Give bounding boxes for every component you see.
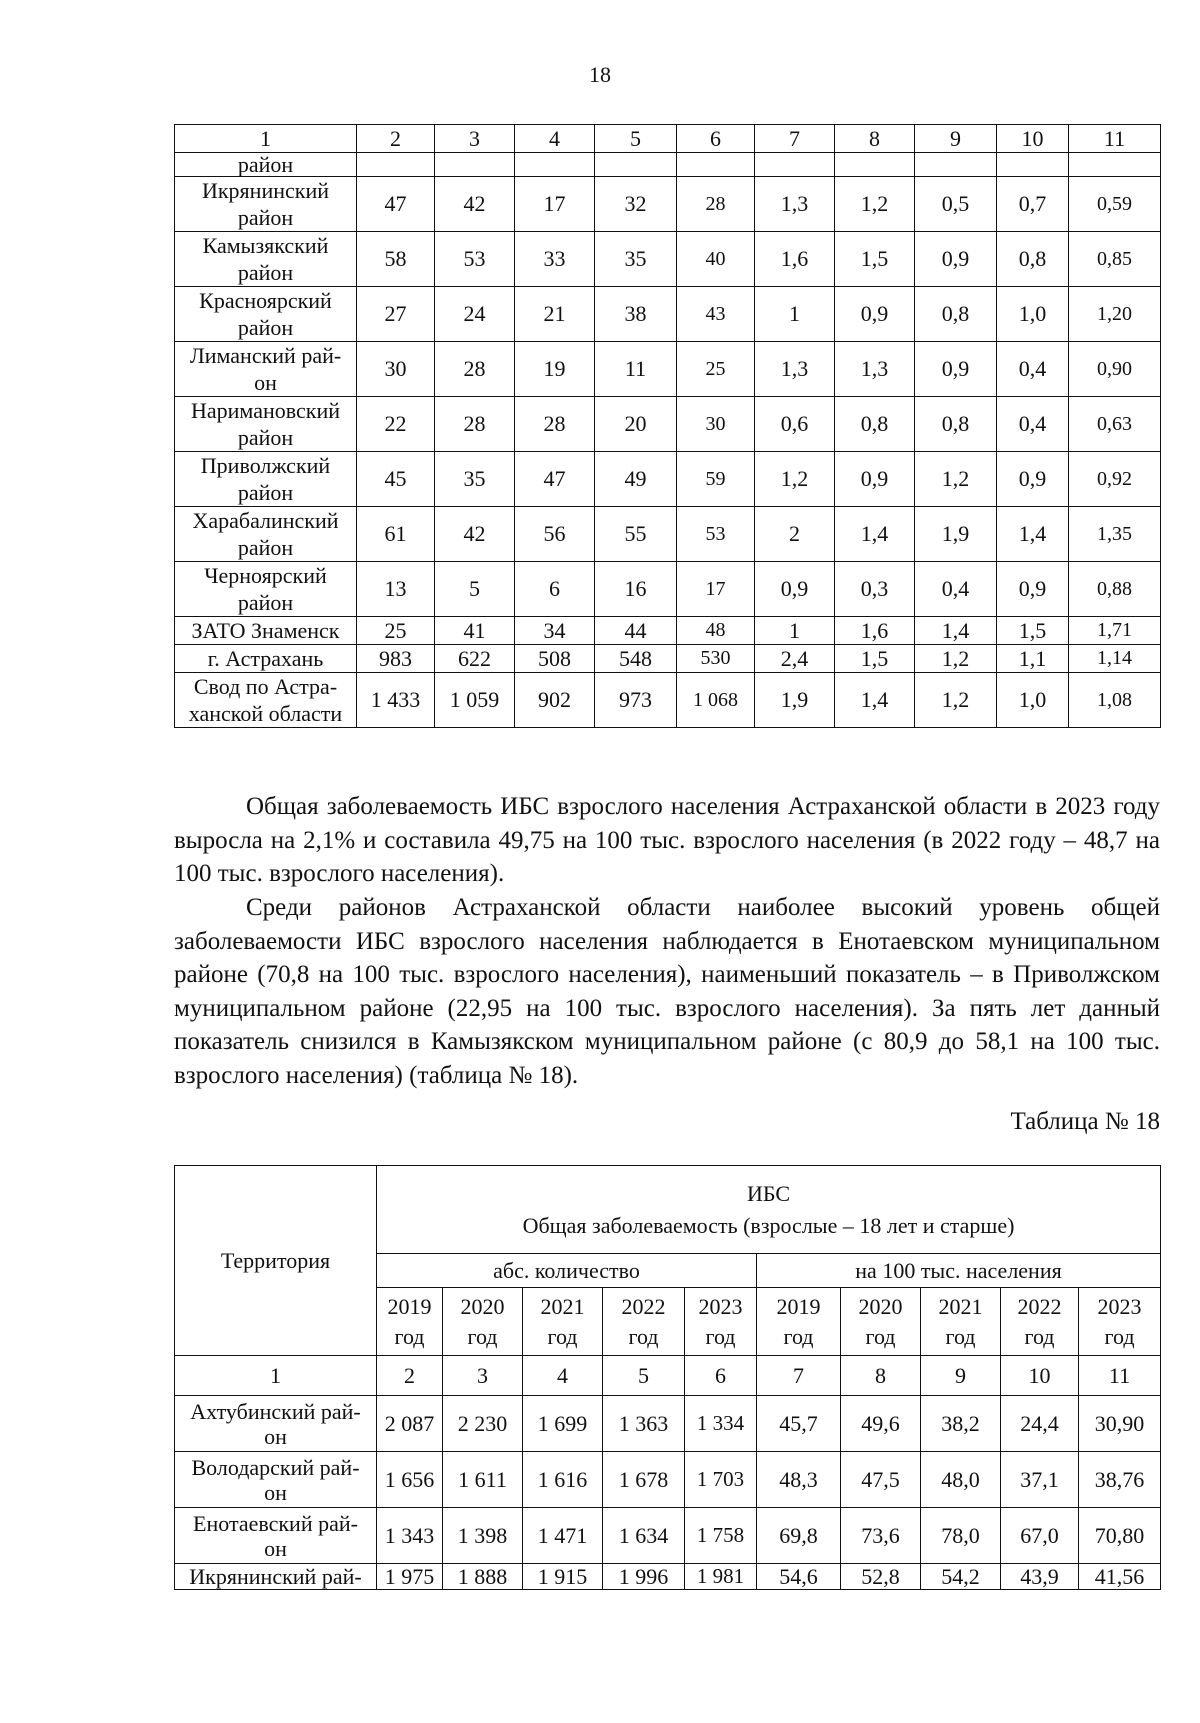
value-cell: 1,3 <box>755 177 835 232</box>
value-cell: 28 <box>677 177 755 232</box>
value-cell: 1 334 <box>685 1396 757 1452</box>
index-cell: 3 <box>435 125 515 153</box>
value-cell: 548 <box>595 645 677 673</box>
value-cell: 52,8 <box>841 1564 921 1590</box>
value-cell: 1 656 <box>377 1452 443 1508</box>
year-header <box>757 1288 841 1356</box>
value-cell: 47 <box>515 452 595 507</box>
group-per100k-header: на 100 тыс. населения <box>757 1254 1161 1288</box>
value-cell: 0,9 <box>915 232 997 287</box>
value-cell: 0,92 <box>1069 452 1161 507</box>
value-cell: 0,8 <box>915 287 997 342</box>
row-label-line: Красноярский <box>199 288 332 313</box>
value-cell: 1 915 <box>523 1564 603 1590</box>
value-cell: 1 699 <box>523 1396 603 1452</box>
value-cell: 0,4 <box>997 397 1069 452</box>
row-label-line: ханской области <box>188 701 343 726</box>
value-cell: 28 <box>435 342 515 397</box>
empty-cell <box>755 153 835 177</box>
value-cell: 1,5 <box>997 617 1069 645</box>
table-row <box>175 1396 1161 1452</box>
row-label-line: район <box>237 260 294 285</box>
value-cell: 41 <box>435 617 515 645</box>
row-label <box>175 397 357 452</box>
year-header <box>685 1288 757 1356</box>
value-cell: 35 <box>435 452 515 507</box>
value-cell: 1,5 <box>835 232 915 287</box>
value-cell: 530 <box>677 645 755 673</box>
year-unit: год <box>783 1323 814 1349</box>
value-cell: 0,59 <box>1069 177 1161 232</box>
index-cell: 1 <box>175 125 357 153</box>
value-cell: 1,3 <box>755 342 835 397</box>
value-cell: 1,4 <box>997 507 1069 562</box>
row-label-line: Володарский рай- <box>191 1454 360 1480</box>
value-cell: 1,6 <box>755 232 835 287</box>
table-index-row <box>175 125 1161 153</box>
value-cell: 2,4 <box>755 645 835 673</box>
row-label-line: он <box>264 1423 287 1449</box>
value-cell: 67,0 <box>1001 1508 1079 1564</box>
value-cell: 24 <box>435 287 515 342</box>
value-cell: 1,4 <box>915 617 997 645</box>
index-cell: 6 <box>677 125 755 153</box>
value-cell: 1,3 <box>835 342 915 397</box>
table-row <box>175 1452 1161 1508</box>
value-cell: 1 758 <box>685 1508 757 1564</box>
table-row <box>175 232 1161 287</box>
value-cell: 0,85 <box>1069 232 1161 287</box>
value-cell: 48,0 <box>921 1452 1001 1508</box>
paragraph-2: Среди районов Астраханской области наиболее высокий уровень общей заболеваемости ИБС взрослого населения наблюдается в Енотаевском муниципальном районе (70,8 на 100 тыс. взрослого населения), наименьший показатель – в Приволжском муниципальном районе (22,95 на 100 тыс. взрослого населения). За пять лет данный показатель снизился в Камызякском муниципальном районе (с 80,9 до 58,1 на 100 тыс. взрослого населения) (таблица № 18). <box>174 894 1160 1089</box>
value-cell: 1 703 <box>685 1452 757 1508</box>
empty-cell <box>997 153 1069 177</box>
row-label <box>175 562 357 617</box>
index-cell: 2 <box>357 125 435 153</box>
value-cell: 53 <box>435 232 515 287</box>
value-cell: 0,9 <box>835 287 915 342</box>
value-cell: 0,8 <box>835 397 915 452</box>
value-cell: 49,6 <box>841 1396 921 1452</box>
value-cell: 0,9 <box>835 452 915 507</box>
index-cell: 11 <box>1069 125 1161 153</box>
value-cell: 21 <box>515 287 595 342</box>
value-cell: 0,9 <box>755 562 835 617</box>
value-cell: 1,6 <box>835 617 915 645</box>
value-cell: 622 <box>435 645 515 673</box>
value-cell: 20 <box>595 397 677 452</box>
table-row <box>175 287 1161 342</box>
year-unit: год <box>705 1323 736 1349</box>
year-unit: год <box>1104 1323 1135 1349</box>
table-row <box>175 645 1161 673</box>
row-label <box>175 1564 377 1590</box>
row-label-line: Лиманский рай- <box>189 343 342 368</box>
row-label-line: Ахтубинский рай- <box>190 1398 361 1424</box>
empty-cell <box>515 153 595 177</box>
table-continued <box>174 124 1161 728</box>
value-cell: 0,90 <box>1069 342 1161 397</box>
year-value: 2022 <box>621 1293 666 1319</box>
table-row <box>175 452 1161 507</box>
value-cell: 0,5 <box>915 177 997 232</box>
value-cell: 49 <box>595 452 677 507</box>
index-cell: 1 <box>175 1356 377 1396</box>
row-label-line: район <box>237 480 294 505</box>
year-header <box>603 1288 685 1356</box>
table2-title-line1: ИБС <box>746 1180 791 1206</box>
value-cell: 1 975 <box>377 1564 443 1590</box>
value-cell: 33 <box>515 232 595 287</box>
value-cell: 69,8 <box>757 1508 841 1564</box>
table-continued-row <box>175 153 1161 177</box>
value-cell: 11 <box>595 342 677 397</box>
value-cell: 5 <box>435 562 515 617</box>
value-cell: 61 <box>357 507 435 562</box>
index-cell: 5 <box>595 125 677 153</box>
year-value: 2022 <box>1017 1293 1062 1319</box>
value-cell: 56 <box>515 507 595 562</box>
year-value: 2019 <box>387 1293 432 1319</box>
value-cell: 0,7 <box>997 177 1069 232</box>
row-label-line: Енотаевский рай- <box>193 1510 358 1536</box>
value-cell: 2 230 <box>443 1396 523 1452</box>
year-header <box>523 1288 603 1356</box>
index-cell: 10 <box>1001 1356 1079 1396</box>
value-cell: 1,0 <box>997 673 1069 728</box>
value-cell: 40 <box>677 232 755 287</box>
row-label-line: он <box>264 1535 287 1561</box>
table-row <box>175 1564 1161 1590</box>
table-index-row <box>175 1356 1161 1396</box>
value-cell: 45,7 <box>757 1396 841 1452</box>
row-label <box>175 1452 377 1508</box>
value-cell: 1,5 <box>835 645 915 673</box>
value-cell: 6 <box>515 562 595 617</box>
value-cell: 43 <box>677 287 755 342</box>
value-cell: 55 <box>595 507 677 562</box>
value-cell: 1,9 <box>755 673 835 728</box>
value-cell: 38,76 <box>1079 1452 1161 1508</box>
value-cell: 34 <box>515 617 595 645</box>
row-label-line: Харабалинский <box>192 508 339 533</box>
table-row <box>175 177 1161 232</box>
index-cell: 11 <box>1079 1356 1161 1396</box>
empty-cell <box>835 153 915 177</box>
year-value: 2021 <box>540 1293 585 1319</box>
value-cell: 28 <box>435 397 515 452</box>
row-label-line: район <box>237 535 294 560</box>
value-cell: 0,9 <box>915 342 997 397</box>
table-row <box>175 562 1161 617</box>
value-cell: 48,3 <box>757 1452 841 1508</box>
row-label-line: Икрянинский рай- <box>189 1564 362 1589</box>
value-cell: 54,2 <box>921 1564 1001 1590</box>
value-cell: 0,4 <box>915 562 997 617</box>
value-cell: 508 <box>515 645 595 673</box>
value-cell: 0,9 <box>997 562 1069 617</box>
table-row <box>175 617 1161 645</box>
index-cell: 8 <box>835 125 915 153</box>
row-label: район <box>175 153 357 177</box>
row-label-line: Приволжский <box>200 453 331 478</box>
year-header <box>377 1288 443 1356</box>
value-cell: 902 <box>515 673 595 728</box>
index-cell: 6 <box>685 1356 757 1396</box>
value-cell: 1 059 <box>435 673 515 728</box>
value-cell: 973 <box>595 673 677 728</box>
empty-cell <box>357 153 435 177</box>
row-label-line: Черноярский <box>204 563 327 588</box>
row-label <box>175 342 357 397</box>
year-unit: год <box>865 1323 896 1349</box>
value-cell: 0,88 <box>1069 562 1161 617</box>
value-cell: 1 678 <box>603 1452 685 1508</box>
value-cell: 0,8 <box>997 232 1069 287</box>
year-unit: год <box>394 1323 425 1349</box>
year-header <box>1001 1288 1079 1356</box>
table2-title-line2: Общая заболеваемость (взрослые – 18 лет и старше) <box>522 1212 1015 1238</box>
value-cell: 1 068 <box>677 673 755 728</box>
year-unit: год <box>547 1323 578 1349</box>
value-cell: 1 611 <box>443 1452 523 1508</box>
year-unit: год <box>467 1323 498 1349</box>
value-cell: 16 <box>595 562 677 617</box>
value-cell: 1,2 <box>915 452 997 507</box>
value-cell: 38 <box>595 287 677 342</box>
row-label <box>175 177 357 232</box>
index-cell: 4 <box>523 1356 603 1396</box>
value-cell: 0,8 <box>915 397 997 452</box>
value-cell: 32 <box>595 177 677 232</box>
index-cell: 9 <box>915 125 997 153</box>
value-cell: 30 <box>677 397 755 452</box>
value-cell: 1,2 <box>835 177 915 232</box>
value-cell: 1 634 <box>603 1508 685 1564</box>
row-label <box>175 232 357 287</box>
value-cell: 1 <box>755 287 835 342</box>
year-value: 2020 <box>858 1293 903 1319</box>
index-cell: 2 <box>377 1356 443 1396</box>
value-cell: 1,35 <box>1069 507 1161 562</box>
value-cell: 1,2 <box>755 452 835 507</box>
table2-title <box>377 1166 1161 1254</box>
value-cell: 1,14 <box>1069 645 1161 673</box>
value-cell: 1,20 <box>1069 287 1161 342</box>
row-label <box>175 287 357 342</box>
value-cell: 47,5 <box>841 1452 921 1508</box>
value-cell: 37,1 <box>1001 1452 1079 1508</box>
year-value: 2023 <box>698 1293 743 1319</box>
year-unit: год <box>628 1323 659 1349</box>
value-cell: 41,56 <box>1079 1564 1161 1590</box>
value-cell: 0,4 <box>997 342 1069 397</box>
value-cell: 48 <box>677 617 755 645</box>
value-cell: 1 398 <box>443 1508 523 1564</box>
value-cell: 43,9 <box>1001 1564 1079 1590</box>
value-cell: 1 471 <box>523 1508 603 1564</box>
table-row <box>175 397 1161 452</box>
value-cell: 1 996 <box>603 1564 685 1590</box>
value-cell: 1,2 <box>915 673 997 728</box>
value-cell: 1 616 <box>523 1452 603 1508</box>
value-cell: 1 433 <box>357 673 435 728</box>
value-cell: 19 <box>515 342 595 397</box>
row-label-line: Камызякский <box>202 233 329 258</box>
value-cell: 73,6 <box>841 1508 921 1564</box>
value-cell: 45 <box>357 452 435 507</box>
index-cell: 7 <box>757 1356 841 1396</box>
value-cell: 983 <box>357 645 435 673</box>
year-header <box>443 1288 523 1356</box>
value-cell: 35 <box>595 232 677 287</box>
value-cell: 0,6 <box>755 397 835 452</box>
index-cell: 3 <box>443 1356 523 1396</box>
value-cell: 25 <box>357 617 435 645</box>
table-row <box>175 673 1161 728</box>
table-18 <box>174 1165 1161 1590</box>
row-label-line: г. Астрахань <box>207 646 324 671</box>
value-cell: 30,90 <box>1079 1396 1161 1452</box>
value-cell: 1,2 <box>915 645 997 673</box>
empty-cell <box>595 153 677 177</box>
value-cell: 28 <box>515 397 595 452</box>
row-label-line: он <box>264 1479 287 1505</box>
year-header <box>841 1288 921 1356</box>
index-cell: 5 <box>603 1356 685 1396</box>
value-cell: 1,1 <box>997 645 1069 673</box>
index-cell: 10 <box>997 125 1069 153</box>
value-cell: 42 <box>435 177 515 232</box>
value-cell: 25 <box>677 342 755 397</box>
value-cell: 22 <box>357 397 435 452</box>
year-value: 2021 <box>938 1293 983 1319</box>
value-cell: 1,0 <box>997 287 1069 342</box>
territory-header: Территория <box>175 1166 377 1356</box>
value-cell: 1 343 <box>377 1508 443 1564</box>
value-cell: 78,0 <box>921 1508 1001 1564</box>
value-cell: 13 <box>357 562 435 617</box>
group-abs-header: абс. количество <box>377 1254 757 1288</box>
index-cell: 8 <box>841 1356 921 1396</box>
value-cell: 1,08 <box>1069 673 1161 728</box>
year-unit: год <box>1024 1323 1055 1349</box>
row-label-line: район <box>237 205 294 230</box>
row-label <box>175 673 357 728</box>
value-cell: 42 <box>435 507 515 562</box>
value-cell: 54,6 <box>757 1564 841 1590</box>
value-cell: 1 888 <box>443 1564 523 1590</box>
value-cell: 27 <box>357 287 435 342</box>
value-cell: 1,4 <box>835 673 915 728</box>
table-caption: Таблица № 18 <box>1010 1108 1160 1135</box>
paragraph-1: Общая заболеваемость ИБС взрослого населения Астраханской области в 2023 году выросла на 2,1% и составила 49,75 на 100 тыс. взрослого населения (в 2022 году – 48,7 на 100 тыс. взрослого населения). <box>174 793 1160 887</box>
row-label-line: ЗАТО Знаменск <box>191 618 340 643</box>
value-cell: 70,80 <box>1079 1508 1161 1564</box>
row-label <box>175 617 357 645</box>
table-row <box>175 507 1161 562</box>
value-cell: 0,9 <box>997 452 1069 507</box>
value-cell: 0,63 <box>1069 397 1161 452</box>
empty-cell <box>1069 153 1161 177</box>
value-cell: 30 <box>357 342 435 397</box>
value-cell: 47 <box>357 177 435 232</box>
table-row <box>175 342 1161 397</box>
value-cell: 44 <box>595 617 677 645</box>
row-label-line: район <box>237 590 294 615</box>
index-cell: 7 <box>755 125 835 153</box>
row-label <box>175 645 357 673</box>
index-cell: 4 <box>515 125 595 153</box>
row-label <box>175 1508 377 1564</box>
year-header <box>921 1288 1001 1356</box>
value-cell: 2 <box>755 507 835 562</box>
row-label-line: Икрянинский <box>201 178 329 203</box>
value-cell: 24,4 <box>1001 1396 1079 1452</box>
value-cell: 1,9 <box>915 507 997 562</box>
value-cell: 1,71 <box>1069 617 1161 645</box>
value-cell: 0,3 <box>835 562 915 617</box>
empty-cell <box>677 153 755 177</box>
value-cell: 59 <box>677 452 755 507</box>
value-cell: 38,2 <box>921 1396 1001 1452</box>
row-label <box>175 1396 377 1452</box>
empty-cell <box>435 153 515 177</box>
page-number: 18 <box>589 62 611 87</box>
year-value: 2023 <box>1097 1293 1142 1319</box>
year-header <box>1079 1288 1161 1356</box>
table-row <box>175 1508 1161 1564</box>
row-label-line: район <box>237 425 294 450</box>
value-cell: 17 <box>515 177 595 232</box>
row-label <box>175 452 357 507</box>
value-cell: 1 363 <box>603 1396 685 1452</box>
value-cell: 17 <box>677 562 755 617</box>
row-label-line: Свод по Астра- <box>193 674 338 699</box>
value-cell: 58 <box>357 232 435 287</box>
value-cell: 1 <box>755 617 835 645</box>
year-unit: год <box>945 1323 976 1349</box>
row-label <box>175 507 357 562</box>
value-cell: 1 981 <box>685 1564 757 1590</box>
year-value: 2019 <box>776 1293 821 1319</box>
value-cell: 1,4 <box>835 507 915 562</box>
index-cell: 9 <box>921 1356 1001 1396</box>
year-value: 2020 <box>460 1293 505 1319</box>
row-label-line: он <box>254 370 277 395</box>
value-cell: 53 <box>677 507 755 562</box>
row-label-line: район <box>237 315 294 340</box>
empty-cell <box>915 153 997 177</box>
value-cell: 2 087 <box>377 1396 443 1452</box>
row-label-line: Наримановский <box>191 398 340 423</box>
